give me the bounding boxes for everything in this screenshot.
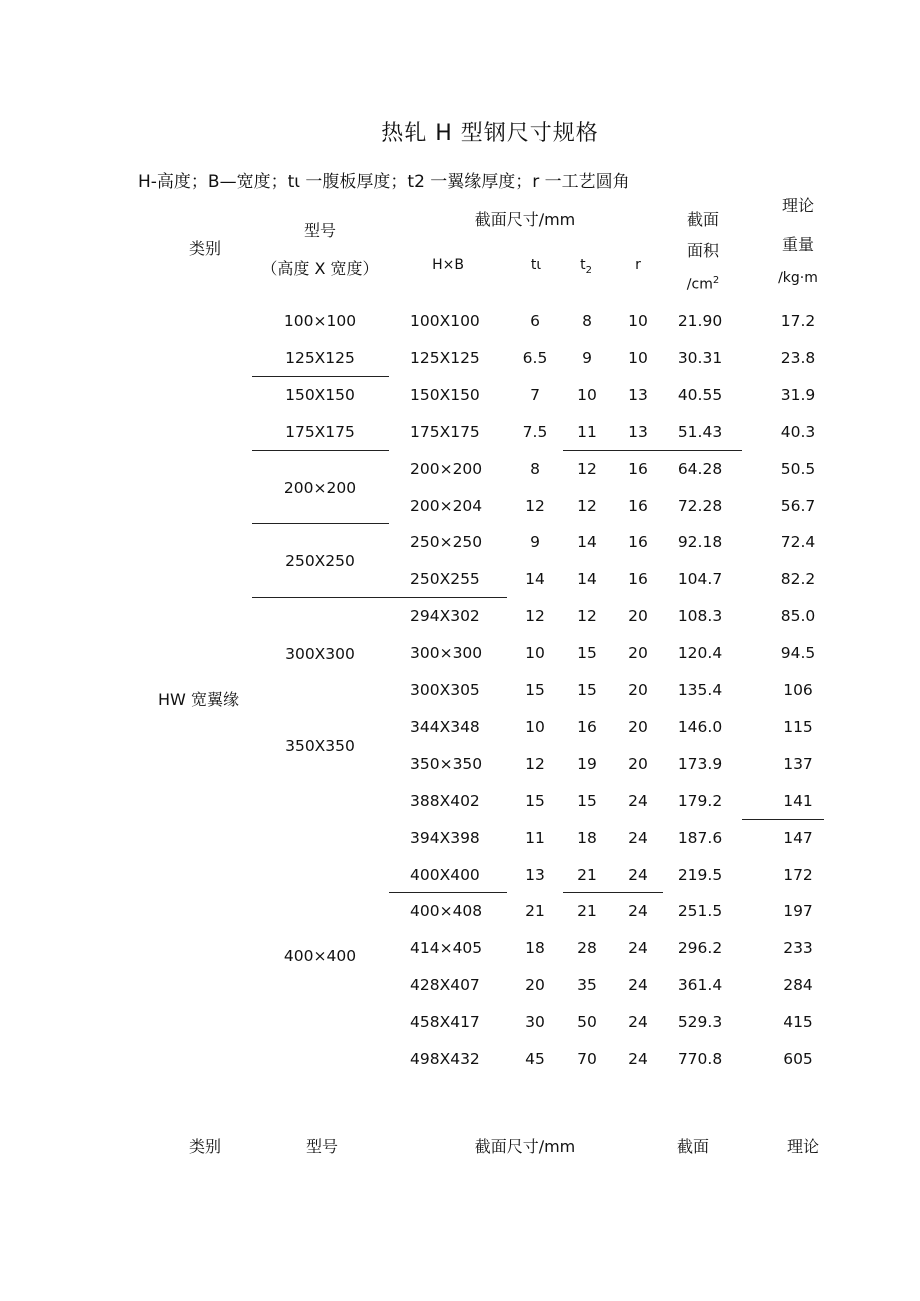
cell-weight: 284 (783, 976, 813, 995)
header-area-line2: 面积 (686, 241, 719, 260)
cell-hxb: 200×200 (410, 459, 483, 478)
cell-hxb: 125X125 (410, 348, 480, 367)
category-hw: HW 宽翼缘 (158, 690, 239, 709)
cell-t1: 6.5 (522, 348, 548, 367)
cell-t2: 15 (577, 644, 597, 663)
cell-t1: 18 (525, 939, 545, 958)
cell-t1: 12 (525, 754, 545, 773)
cell-hxb: 350×350 (410, 754, 483, 773)
header-category: 类别 (188, 239, 221, 258)
cell-r: 24 (628, 976, 648, 995)
cell-hxb: 294X302 (410, 607, 480, 626)
cell-r: 16 (628, 570, 648, 589)
cell-t2: 18 (577, 828, 597, 847)
header-weight-line2: 重量 (781, 235, 814, 254)
cell-t2: 70 (577, 1050, 597, 1068)
cell-t1: 13 (525, 865, 545, 884)
header-weight-line1: 理论 (781, 196, 814, 215)
cell-weight: 233 (783, 939, 813, 958)
cell-t2: 21 (577, 902, 597, 921)
cell-area: 135.4 (677, 681, 723, 699)
cell-r: 24 (628, 828, 648, 847)
header-t1: tι (530, 257, 542, 273)
cell-t1: 45 (525, 1050, 545, 1068)
cell-area: 108.3 (677, 607, 723, 626)
cell-t1: 30 (525, 1013, 545, 1032)
row-divider (252, 523, 389, 524)
model-cell: 200×200 (283, 479, 357, 497)
cell-t1: 21 (525, 902, 545, 921)
cell-t2: 8 (582, 312, 592, 330)
cell-area: 72.28 (677, 496, 723, 515)
cell-hxb: 498X432 (410, 1050, 480, 1068)
header-area-unit: $∕cm^2$ (686, 275, 720, 293)
cell-t2: 12 (577, 607, 597, 626)
footer-header-section-dims: 截面尺寸∕mm (474, 1137, 576, 1156)
header-hxb: H×B (432, 257, 464, 273)
cell-t2: 12 (577, 496, 597, 515)
cell-weight: 85.0 (780, 607, 816, 626)
cell-r: 10 (628, 312, 648, 330)
cell-r: 20 (628, 754, 648, 773)
model-cell: 400×400 (283, 947, 357, 965)
cell-t2: 11 (577, 422, 597, 441)
cell-area: 219.5 (677, 865, 723, 884)
footer-header-area: 截面 (676, 1137, 709, 1156)
cell-t2: 14 (577, 570, 597, 589)
cell-hxb: 300X305 (410, 681, 480, 699)
cell-r: 24 (628, 902, 648, 921)
cell-t1: 10 (525, 644, 545, 663)
header-weight-unit: ∕kg·m (778, 270, 818, 286)
cell-t1: 9 (530, 533, 540, 552)
footer-header-category: 类别 (188, 1137, 221, 1156)
cell-hxb: 400X400 (410, 865, 480, 884)
header-t2: $t_2$ (580, 257, 592, 276)
cell-weight: 50.5 (780, 459, 816, 478)
cell-t1: 7.5 (522, 422, 548, 441)
cell-weight: 56.7 (780, 496, 816, 515)
cell-t1: 8 (530, 459, 540, 478)
cell-area: 51.43 (677, 422, 723, 441)
footer-header-model: 型号 (305, 1137, 338, 1156)
cell-t2: 9 (582, 348, 592, 367)
cell-hxb: 100X100 (410, 312, 480, 330)
cell-t1: 20 (525, 976, 545, 995)
cell-hxb: 394X398 (410, 828, 480, 847)
cell-t1: 15 (525, 791, 545, 810)
cell-area: 173.9 (677, 754, 723, 773)
cell-hxb: 150X150 (410, 385, 480, 404)
cell-r: 10 (628, 348, 648, 367)
cell-area: 120.4 (677, 644, 723, 663)
cell-r: 24 (628, 865, 648, 884)
cell-weight: 23.8 (780, 348, 816, 367)
cell-t1: 15 (525, 681, 545, 699)
cell-t2: 10 (577, 385, 597, 404)
model-cell: 100×100 (283, 312, 357, 330)
cell-t2: 14 (577, 533, 597, 552)
model-cell: 350X350 (285, 737, 355, 755)
cell-t2: 15 (577, 681, 597, 699)
cell-weight: 147 (783, 828, 813, 847)
cell-r: 24 (628, 1013, 648, 1032)
cell-t1: 14 (525, 570, 545, 589)
cell-hxb: 428X407 (410, 976, 480, 995)
cell-weight: 40.3 (780, 422, 816, 441)
header-section-dims: 截面尺寸∕mm (474, 210, 576, 229)
cell-hxb: 414×405 (410, 939, 483, 958)
row-divider (389, 892, 507, 893)
cell-area: 104.7 (677, 570, 723, 589)
row-divider (252, 376, 389, 377)
page-title: 热轧 H 型钢尺寸规格 (381, 121, 599, 146)
cell-area: 146.0 (677, 717, 723, 736)
cell-area: 21.90 (677, 312, 723, 330)
cell-weight: 31.9 (780, 385, 816, 404)
cell-t2: 21 (577, 865, 597, 884)
cell-area: 64.28 (677, 459, 723, 478)
cell-r: 20 (628, 717, 648, 736)
header-r: r (635, 257, 641, 273)
cell-r: 16 (628, 533, 648, 552)
cell-hxb: 250X255 (410, 570, 480, 589)
cell-weight: 197 (783, 902, 813, 921)
cell-area: 40.55 (677, 385, 723, 404)
cell-area: 251.5 (677, 902, 723, 921)
model-cell: 175X175 (285, 423, 355, 441)
cell-weight: 172 (783, 865, 813, 884)
cell-area: 361.4 (677, 976, 723, 995)
cell-weight: 115 (783, 717, 813, 736)
cell-t1: 11 (525, 828, 545, 847)
header-model-sub: （高度 X 宽度） (261, 259, 379, 278)
cell-t1: 6 (530, 312, 540, 330)
cell-weight: 137 (783, 754, 813, 773)
cell-r: 13 (628, 422, 648, 441)
cell-hxb: 200×204 (410, 496, 483, 515)
model-cell: 300X300 (285, 645, 355, 663)
row-divider (252, 450, 389, 451)
row-divider (252, 597, 507, 598)
cell-hxb: 400×408 (410, 902, 483, 921)
cell-hxb: 388X402 (410, 791, 480, 810)
cell-t2: 35 (577, 976, 597, 995)
cell-t2: 50 (577, 1013, 597, 1032)
symbol-legend: H-高度；B—宽度；tι 一腹板厚度；t2 一翼缘厚度；r 一工艺圆角 (138, 172, 630, 192)
cell-hxb: 344X348 (410, 717, 480, 736)
row-divider (563, 892, 663, 893)
cell-t2: 16 (577, 717, 597, 736)
cell-area: 179.2 (677, 791, 723, 810)
cell-t1: 12 (525, 496, 545, 515)
cell-hxb: 175X175 (410, 422, 480, 441)
cell-r: 24 (628, 791, 648, 810)
cell-t2: 12 (577, 459, 597, 478)
cell-r: 13 (628, 385, 648, 404)
cell-t2: 28 (577, 939, 597, 958)
cell-hxb: 458X417 (410, 1013, 480, 1032)
cell-weight: 605 (783, 1050, 813, 1068)
cell-hxb: 250×250 (410, 533, 483, 552)
cell-r: 20 (628, 681, 648, 699)
cell-area: 296.2 (677, 939, 723, 958)
cell-r: 20 (628, 644, 648, 663)
row-divider (742, 819, 824, 820)
cell-weight: 17.2 (780, 312, 816, 330)
cell-weight: 72.4 (780, 533, 816, 552)
model-cell: 125X125 (285, 349, 355, 367)
model-cell: 150X150 (285, 386, 355, 404)
cell-area: 187.6 (677, 828, 723, 847)
cell-weight: 106 (783, 681, 813, 699)
cell-t2: 15 (577, 791, 597, 810)
cell-area: 770.8 (677, 1050, 723, 1068)
row-divider (563, 450, 742, 451)
cell-weight: 141 (783, 791, 813, 810)
cell-area: 529.3 (677, 1013, 723, 1032)
model-cell: 250X250 (285, 552, 355, 570)
cell-weight: 82.2 (780, 570, 816, 589)
cell-weight: 415 (783, 1013, 813, 1032)
cell-r: 24 (628, 939, 648, 958)
cell-r: 16 (628, 496, 648, 515)
cell-r: 20 (628, 607, 648, 626)
cell-t1: 10 (525, 717, 545, 736)
cell-area: 92.18 (677, 533, 723, 552)
cell-r: 24 (628, 1050, 648, 1068)
header-area-line1: 截面 (686, 210, 719, 229)
header-model: 型号 (303, 221, 336, 240)
cell-r: 16 (628, 459, 648, 478)
footer-header-weight: 理论 (786, 1137, 819, 1156)
cell-area: 30.31 (677, 348, 723, 367)
cell-t2: 19 (577, 754, 597, 773)
cell-t1: 12 (525, 607, 545, 626)
cell-weight: 94.5 (780, 644, 816, 663)
cell-hxb: 300×300 (410, 644, 483, 663)
cell-t1: 7 (530, 385, 540, 404)
